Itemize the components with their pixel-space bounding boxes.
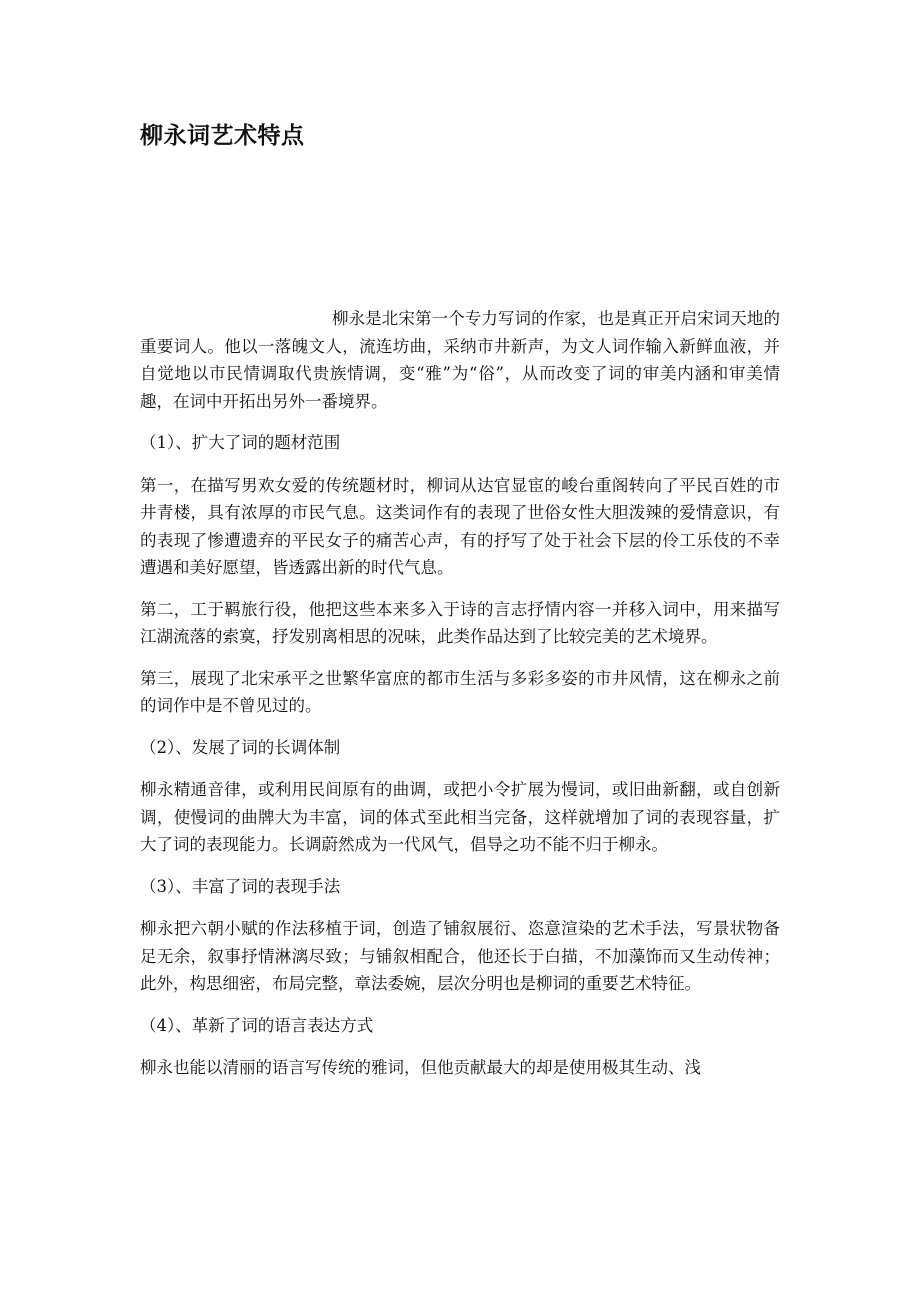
section-1-paragraph-1: 第一，在描写男欢女爱的传统题材时，柳词从达官显宦的峻台重阁转向了平民百姓的市井青楼，具有浓厚的市民气息。这类词作有的表现了世俗女性大胆泼辣的爱情意识，有的表现了惨遭遗弃的平民女子的痛苦心声，有的抒写了处于社会下层的伶工乐伎的不幸遭遇和美好愿望，皆透露出新的时代气息。	[140, 475, 780, 577]
section-heading-2: （2）、发展了词的长调体制	[140, 737, 341, 757]
section-2-paragraph-1: 柳永精通音律，或利用民间原有的曲调，或把小令扩展为慢词，或旧曲新翻，或自创新调，使慢词的曲牌大为丰富，词的体式至此相当完备，这样就增加了词的表现容量，扩大了词的表现能力。长调蔚然成为一代风气，倡导之功不能不归于柳永。	[140, 780, 780, 854]
section-1-paragraph-3: 第三，展现了北宋承平之世繁华富庶的都市生活与多彩多姿的市井风情，这在柳永之前的词作中是不曾见过的。	[140, 668, 780, 715]
document-body	[140, 305, 780, 1096]
section-heading-3: （3）、丰富了词的表现手法	[140, 876, 341, 896]
section-3-paragraph-1: 柳永把六朝小赋的作法移植于词，创造了铺叙展衍、恣意渲染的艺术手法，写景状物备足无余，叙事抒情淋漓尽致；与铺叙相配合，他还长于白描，不加藻饰而又生动传神；此外，构思细密，布局完整，章法委婉，层次分明也是柳词的重要艺术特征。	[140, 919, 780, 993]
section-heading-1: （1）、扩大了词的题材范围	[140, 433, 341, 452]
intro-paragraph: 柳永是北宋第一个专力写词的作家，也是真正开启宋词天地的重要词人。他以一落魄文人，流连坊曲，采纳市井新声，为文人词作输入新鲜血液，并自觉地以市民情调取代贵族情调，变“雅”为“俗”，从而改变了词的审美内涵和审美情趣，在词中开拓出另外一番境界。	[140, 309, 780, 411]
section-heading-4: （4）、革新了词的语言表达方式	[140, 1015, 374, 1035]
section-1-paragraph-2: 第二，工于羁旅行役，他把这些本来多入于诗的言志抒情内容一并移入词中，用来描写江湖流落的索寞，抒发别离相思的况味，此类作品达到了比较完美的艺术境界。	[140, 599, 780, 646]
document-title: 柳永词艺术特点	[140, 123, 305, 149]
section-4-paragraph-1: 柳永也能以清丽的语言写传统的雅词，但他贡献最大的却是使用极其生动、浅	[140, 1058, 701, 1077]
